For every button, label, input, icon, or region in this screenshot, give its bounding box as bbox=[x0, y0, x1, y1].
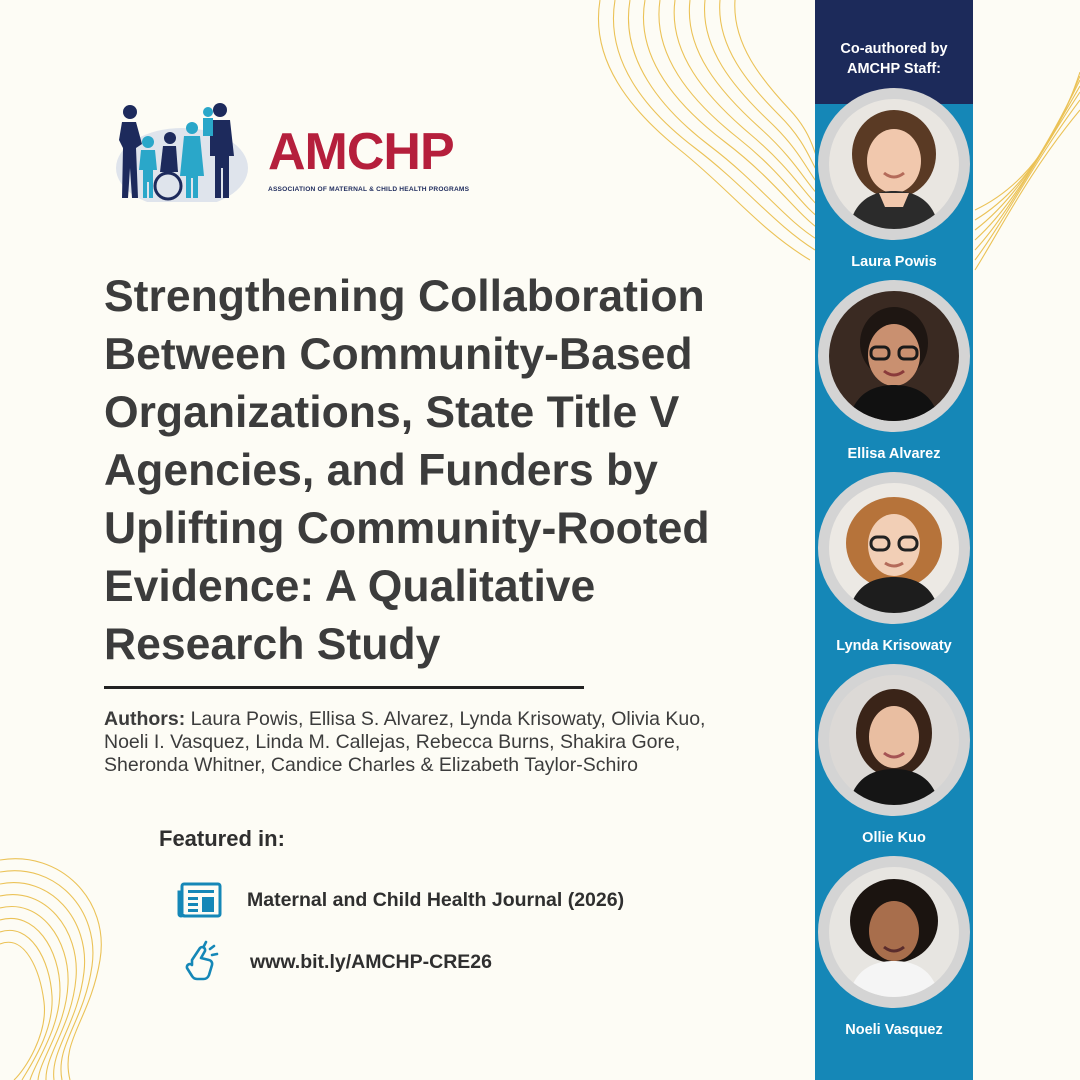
panel-heading: Co-authored by AMCHP Staff: bbox=[840, 41, 948, 77]
coauthor-name: Lynda Krisowaty bbox=[836, 638, 952, 654]
link-row[interactable] bbox=[176, 938, 492, 986]
page-title bbox=[104, 268, 764, 674]
avatar-photo bbox=[829, 483, 959, 613]
coauthor-name: Laura Powis bbox=[851, 254, 937, 270]
tap-hand-icon bbox=[176, 938, 224, 986]
avatar bbox=[818, 280, 970, 432]
title-line: Evidence: A Qualitative bbox=[104, 562, 596, 611]
amchp-logo bbox=[108, 98, 518, 202]
family-figures-logo-icon bbox=[108, 98, 248, 202]
title-line: Research Study bbox=[104, 620, 441, 669]
logo-wordmark: AMCHP bbox=[268, 123, 454, 181]
logo-subtitle: ASSOCIATION OF MATERNAL & CHILD HEALTH PROGRAMS bbox=[268, 186, 470, 193]
coauthor-panel bbox=[815, 0, 973, 1080]
newspaper-icon bbox=[176, 882, 222, 918]
title-line: Organizations, State Title V bbox=[104, 388, 680, 437]
avatar-photo bbox=[829, 675, 959, 805]
avatar-photo bbox=[829, 99, 959, 229]
featured-heading: Featured in: bbox=[159, 826, 285, 851]
coauthor-name: Noeli Vasquez bbox=[845, 1022, 943, 1038]
coauthor-name: Ellisa Alvarez bbox=[847, 446, 941, 462]
divider bbox=[104, 686, 584, 689]
study-link[interactable]: www.bit.ly/AMCHP-CRE26 bbox=[250, 950, 492, 973]
authors-label: Authors: bbox=[104, 708, 186, 730]
journal-row bbox=[176, 882, 624, 918]
authors-list bbox=[104, 708, 744, 777]
title-line: Strengthening Collaboration bbox=[104, 272, 705, 321]
title-line: Uplifting Community-Rooted bbox=[104, 504, 710, 553]
gold-wave-bottom-decoration bbox=[0, 840, 140, 1080]
coauthor-name: Ollie Kuo bbox=[862, 830, 926, 846]
avatar bbox=[818, 664, 970, 816]
authors-names: Laura Powis, Ellisa S. Alvarez, Lynda Krisowaty, Olivia Kuo, Noeli I. Vasquez, Linda M. Callejas, Rebecca Burns, Shakira Gore, Sheronda Whitner, Candice Charles & Elizabeth Taylor-Schiro bbox=[104, 708, 706, 776]
avatar bbox=[818, 472, 970, 624]
title-line: Agencies, and Funders by bbox=[104, 446, 658, 495]
avatar-photo bbox=[829, 867, 959, 997]
title-line: Between Community-Based bbox=[104, 330, 693, 379]
avatar bbox=[818, 856, 970, 1008]
journal-name: Maternal and Child Health Journal (2026) bbox=[247, 888, 625, 911]
avatar bbox=[818, 88, 970, 240]
avatar-photo bbox=[829, 291, 959, 421]
